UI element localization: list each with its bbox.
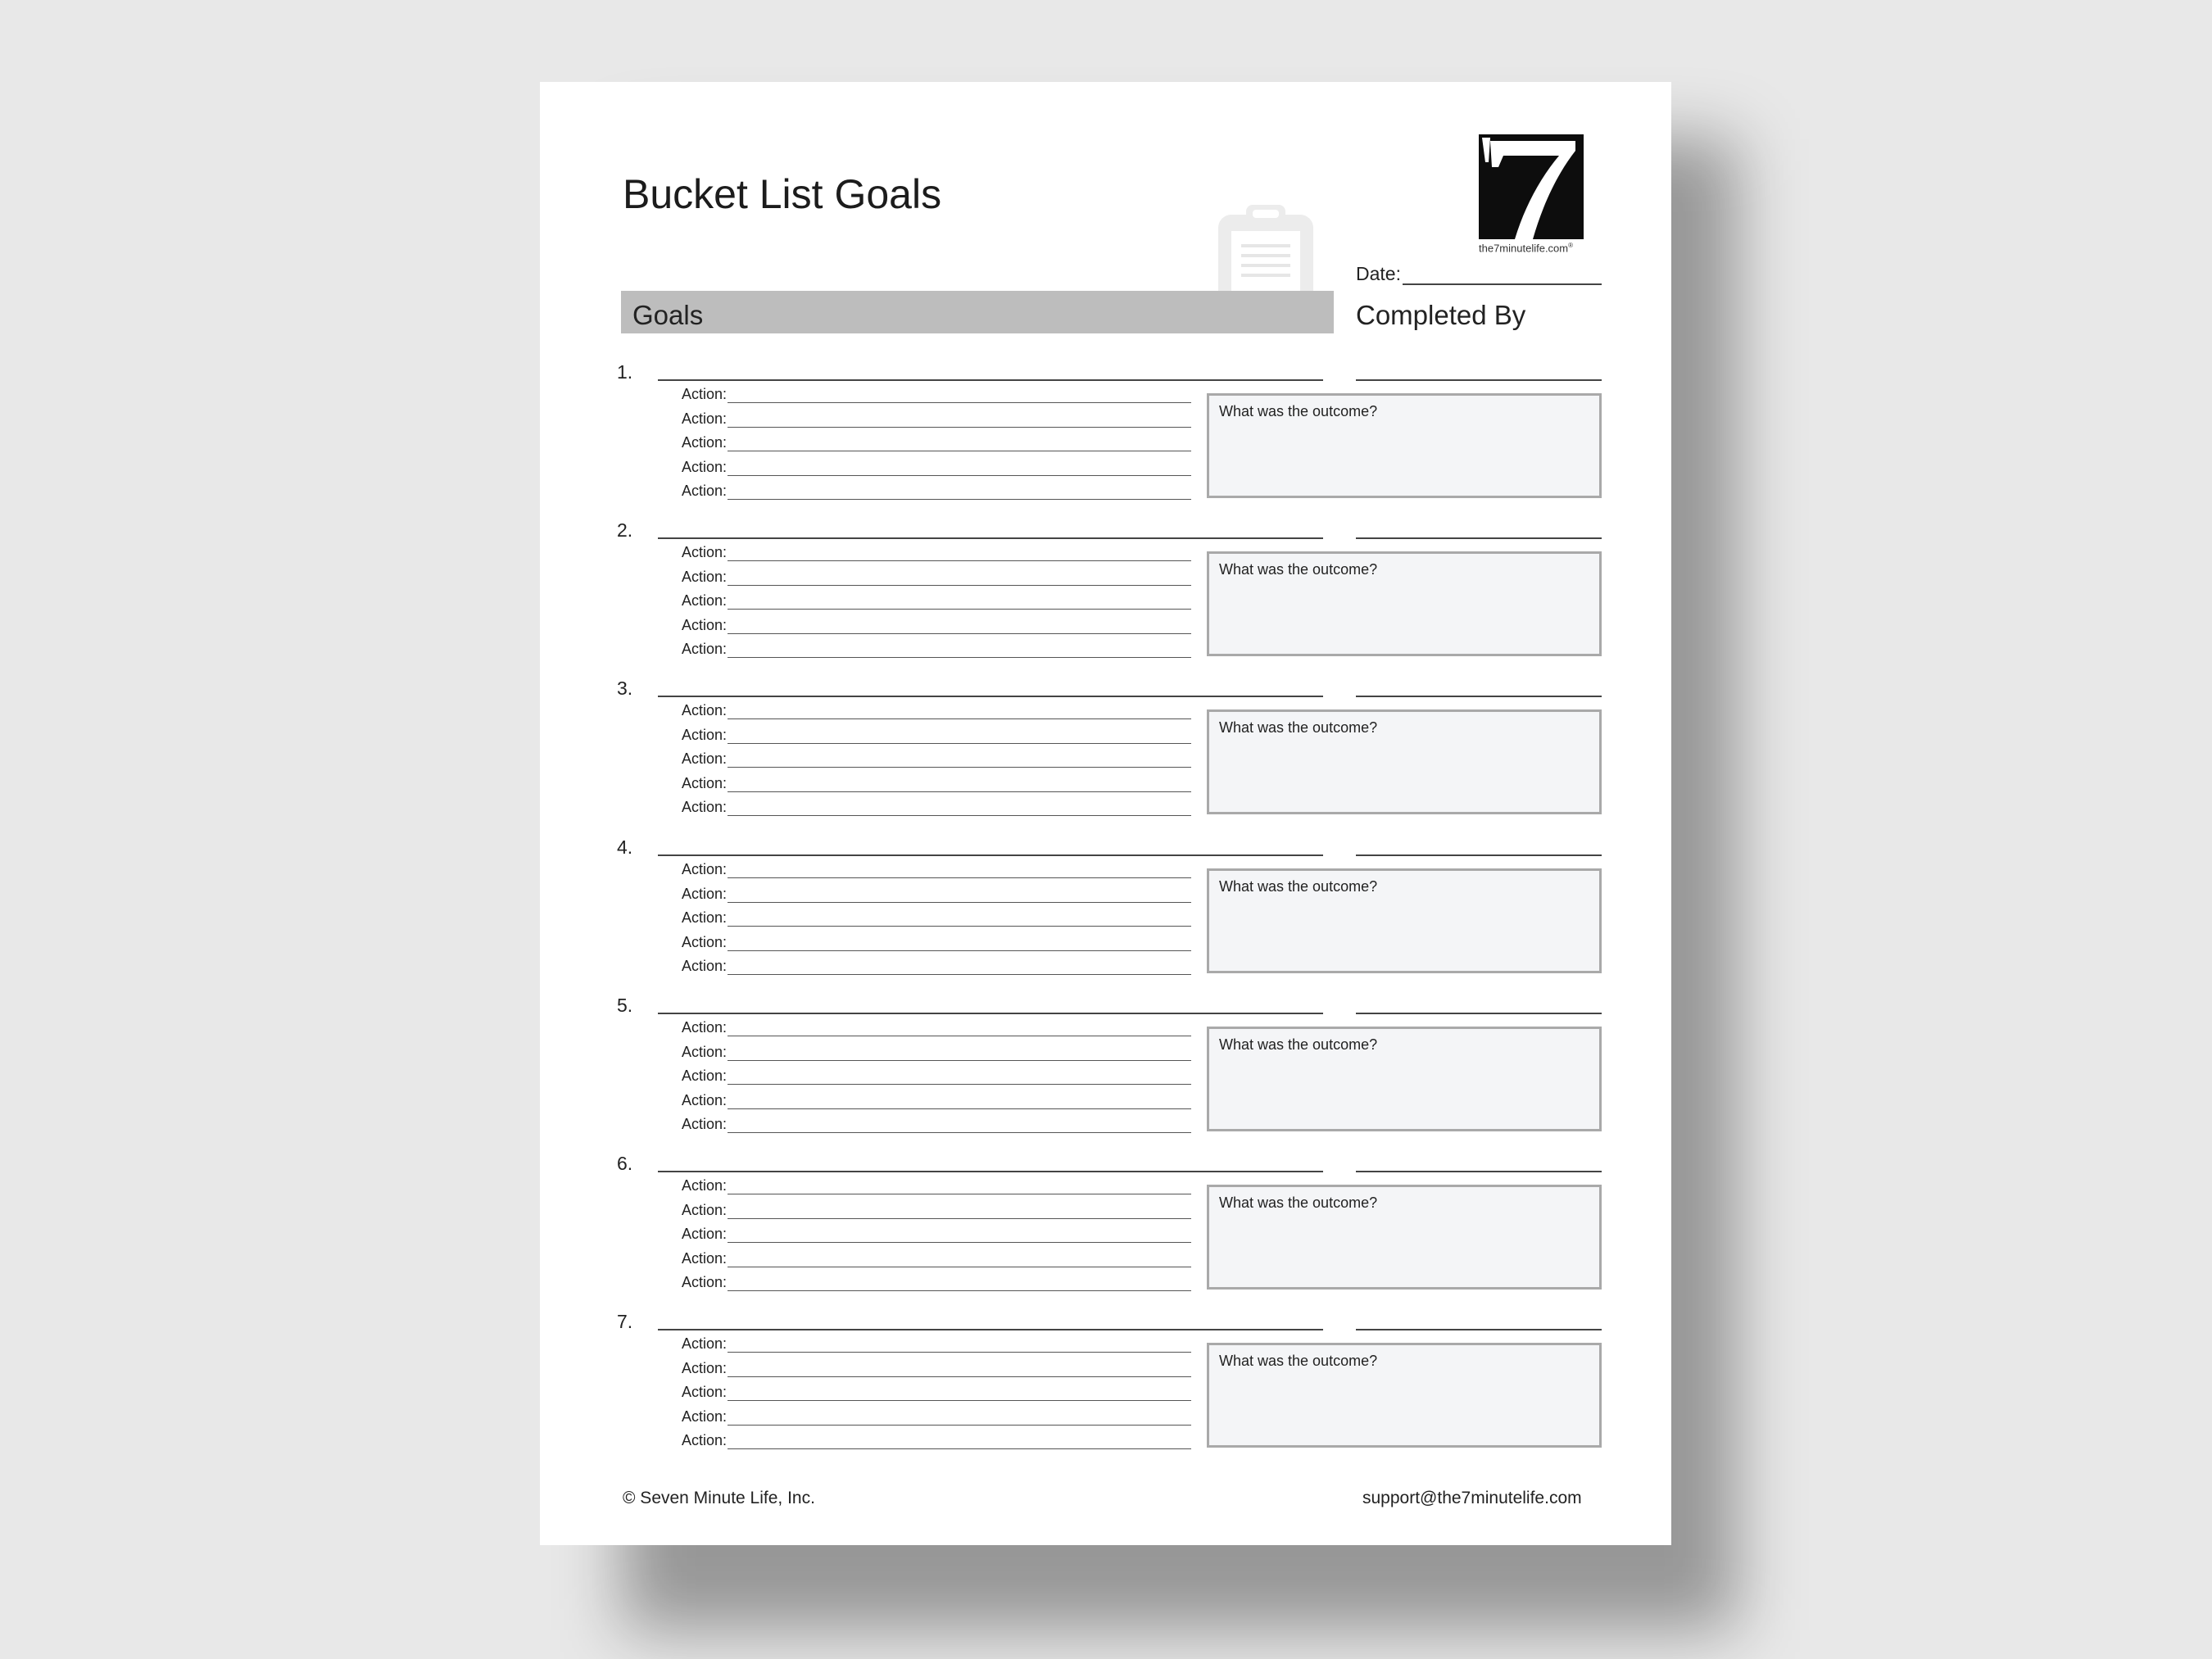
action-line[interactable] [728, 1276, 1191, 1291]
outcome-prompt: What was the outcome? [1219, 877, 1378, 895]
action-row[interactable] [682, 855, 1191, 878]
logo-registered-mark: ® [1568, 242, 1574, 249]
goal-number: 1. [617, 361, 633, 383]
action-label: Action: [682, 1226, 728, 1242]
action-line[interactable] [728, 1203, 1191, 1219]
outcome-box[interactable] [1207, 1027, 1602, 1131]
goal-number: 7. [617, 1311, 633, 1333]
action-line[interactable] [728, 388, 1191, 403]
action-row[interactable] [682, 587, 1191, 610]
action-row[interactable] [682, 453, 1191, 476]
action-label: Action: [682, 957, 728, 974]
action-row[interactable] [682, 745, 1191, 768]
brand-logo [1479, 134, 1602, 254]
outcome-box[interactable] [1207, 1343, 1602, 1448]
logo-url: the7minutelife.com [1479, 242, 1569, 255]
action-row[interactable] [682, 928, 1191, 951]
action-label: Action: [682, 885, 728, 902]
completed-by-line[interactable] [1356, 696, 1602, 697]
action-row[interactable] [682, 1378, 1191, 1401]
action-line[interactable] [728, 642, 1191, 658]
action-label: Action: [682, 1177, 728, 1194]
completed-by-line[interactable] [1356, 1013, 1602, 1014]
action-row[interactable] [682, 1220, 1191, 1243]
goal-section [540, 1153, 1671, 1311]
goals-header-band [621, 291, 1334, 333]
logo-wordmark [1479, 242, 1602, 254]
action-line[interactable] [728, 887, 1191, 903]
outcome-box[interactable] [1207, 551, 1602, 656]
footer-copyright: © Seven Minute Life, Inc. [623, 1489, 815, 1507]
action-label: Action: [682, 702, 728, 719]
action-line[interactable] [728, 1021, 1191, 1036]
action-row[interactable] [682, 1403, 1191, 1426]
action-line[interactable] [728, 936, 1191, 951]
action-label: Action: [682, 410, 728, 427]
action-row[interactable] [682, 1038, 1191, 1061]
action-line[interactable] [728, 1434, 1191, 1449]
action-row[interactable] [682, 1110, 1191, 1133]
action-row[interactable] [682, 1426, 1191, 1449]
goal-section [540, 519, 1671, 678]
action-row[interactable] [682, 405, 1191, 428]
action-line[interactable] [728, 1362, 1191, 1377]
action-label: Action: [682, 1335, 728, 1353]
action-label: Action: [682, 1043, 728, 1060]
action-label: Action: [682, 1067, 728, 1084]
action-label: Action: [682, 617, 728, 634]
outcome-prompt: What was the outcome? [1219, 1353, 1378, 1370]
outcome-box[interactable] [1207, 1185, 1602, 1290]
action-row[interactable] [682, 904, 1191, 927]
action-row[interactable] [682, 635, 1191, 658]
date-line[interactable] [1403, 265, 1602, 285]
action-label: Action: [682, 592, 728, 610]
completed-by-line[interactable] [1356, 537, 1602, 539]
completed-by-line[interactable] [1356, 1171, 1602, 1172]
action-label: Action: [682, 775, 728, 792]
action-line[interactable] [728, 777, 1191, 792]
action-row[interactable] [682, 428, 1191, 451]
action-line[interactable] [728, 800, 1191, 816]
action-label: Action: [682, 1432, 728, 1449]
completed-by-line[interactable] [1356, 854, 1602, 856]
goal-section [540, 836, 1671, 995]
action-row[interactable] [682, 563, 1191, 586]
goal-number: 3. [617, 678, 633, 700]
action-line[interactable] [728, 546, 1191, 561]
action-label: Action: [682, 386, 728, 402]
outcome-box[interactable] [1207, 868, 1602, 973]
action-label: Action: [682, 909, 728, 926]
action-line[interactable] [728, 1252, 1191, 1267]
action-line[interactable] [728, 619, 1191, 634]
date-label: Date: [1356, 263, 1401, 284]
action-line[interactable] [728, 1385, 1191, 1401]
action-line[interactable] [728, 1094, 1191, 1109]
action-line[interactable] [728, 1179, 1191, 1194]
action-line[interactable] [728, 728, 1191, 744]
action-row[interactable] [682, 1013, 1191, 1036]
action-line[interactable] [728, 752, 1191, 768]
action-line[interactable] [728, 436, 1191, 451]
action-label: Action: [682, 1018, 728, 1036]
goal-section [540, 678, 1671, 836]
action-line[interactable] [728, 1069, 1191, 1085]
seven-logo-icon [1479, 134, 1584, 239]
action-label: Action: [682, 1360, 728, 1377]
outcome-prompt: What was the outcome? [1219, 403, 1378, 419]
completed-by-line[interactable] [1356, 1329, 1602, 1330]
action-line[interactable] [728, 1117, 1191, 1133]
action-line[interactable] [728, 863, 1191, 878]
action-label: Action: [682, 1408, 728, 1426]
action-line[interactable] [728, 704, 1191, 719]
outcome-prompt: What was the outcome? [1219, 719, 1378, 737]
goal-number: 2. [617, 519, 633, 542]
action-line[interactable] [728, 412, 1191, 428]
outcome-prompt: What was the outcome? [1219, 1194, 1378, 1211]
action-row[interactable] [682, 769, 1191, 792]
action-row[interactable] [682, 477, 1191, 500]
action-row[interactable] [682, 793, 1191, 816]
completed-by-line[interactable] [1356, 379, 1602, 381]
action-line[interactable] [728, 1227, 1191, 1243]
action-label: Action: [682, 1091, 728, 1108]
action-line[interactable] [728, 1337, 1191, 1353]
action-line[interactable] [728, 911, 1191, 927]
action-line[interactable] [728, 484, 1191, 500]
action-row[interactable] [682, 696, 1191, 719]
action-label: Action: [682, 1202, 728, 1218]
action-label: Action: [682, 544, 728, 561]
action-row[interactable] [682, 1330, 1191, 1353]
goal-number: 5. [617, 994, 633, 1016]
goal-number: 6. [617, 1153, 633, 1174]
action-label: Action: [682, 1115, 728, 1132]
action-row[interactable] [682, 1086, 1191, 1109]
action-label: Action: [682, 434, 728, 451]
goal-section [540, 995, 1671, 1153]
outcome-prompt: What was the outcome? [1219, 561, 1378, 578]
action-row[interactable] [682, 1062, 1191, 1085]
action-label: Action: [682, 1274, 728, 1290]
action-label: Action: [682, 1250, 728, 1267]
outcome-box[interactable] [1207, 393, 1602, 498]
date-field[interactable] [1356, 261, 1602, 285]
action-label: Action: [682, 569, 728, 586]
action-line[interactable] [728, 594, 1191, 610]
action-row[interactable] [682, 538, 1191, 561]
completed-by-header: Completed By [1356, 300, 1526, 330]
goals-header: Goals [632, 300, 704, 330]
action-row[interactable] [682, 1196, 1191, 1219]
action-label: Action: [682, 860, 728, 877]
worksheet-page [540, 82, 1671, 1545]
action-line[interactable] [728, 1045, 1191, 1061]
action-label: Action: [682, 750, 728, 768]
action-line[interactable] [728, 1410, 1191, 1426]
action-label: Action: [682, 799, 728, 816]
action-row[interactable] [682, 880, 1191, 903]
outcome-box[interactable] [1207, 709, 1602, 814]
outcome-prompt: What was the outcome? [1219, 1036, 1378, 1053]
action-line[interactable] [728, 460, 1191, 476]
goal-number: 4. [617, 836, 633, 858]
footer-email: support@the7minutelife.com [1362, 1489, 1582, 1507]
action-row[interactable] [682, 611, 1191, 634]
action-line[interactable] [728, 570, 1191, 586]
action-row[interactable] [682, 952, 1191, 975]
action-label: Action: [682, 933, 728, 950]
action-row[interactable] [682, 1172, 1191, 1194]
action-label: Action: [682, 641, 728, 658]
action-label: Action: [682, 727, 728, 744]
action-label: Action: [682, 459, 728, 475]
action-line[interactable] [728, 959, 1191, 975]
goal-section [540, 1311, 1671, 1469]
action-label: Action: [682, 1384, 728, 1401]
action-row[interactable] [682, 380, 1191, 403]
page-title: Bucket List Goals [623, 171, 942, 217]
action-row[interactable] [682, 721, 1191, 744]
action-row[interactable] [682, 1354, 1191, 1377]
goal-section [540, 361, 1671, 519]
action-label: Action: [682, 483, 728, 499]
action-row[interactable] [682, 1268, 1191, 1291]
action-row[interactable] [682, 1244, 1191, 1267]
